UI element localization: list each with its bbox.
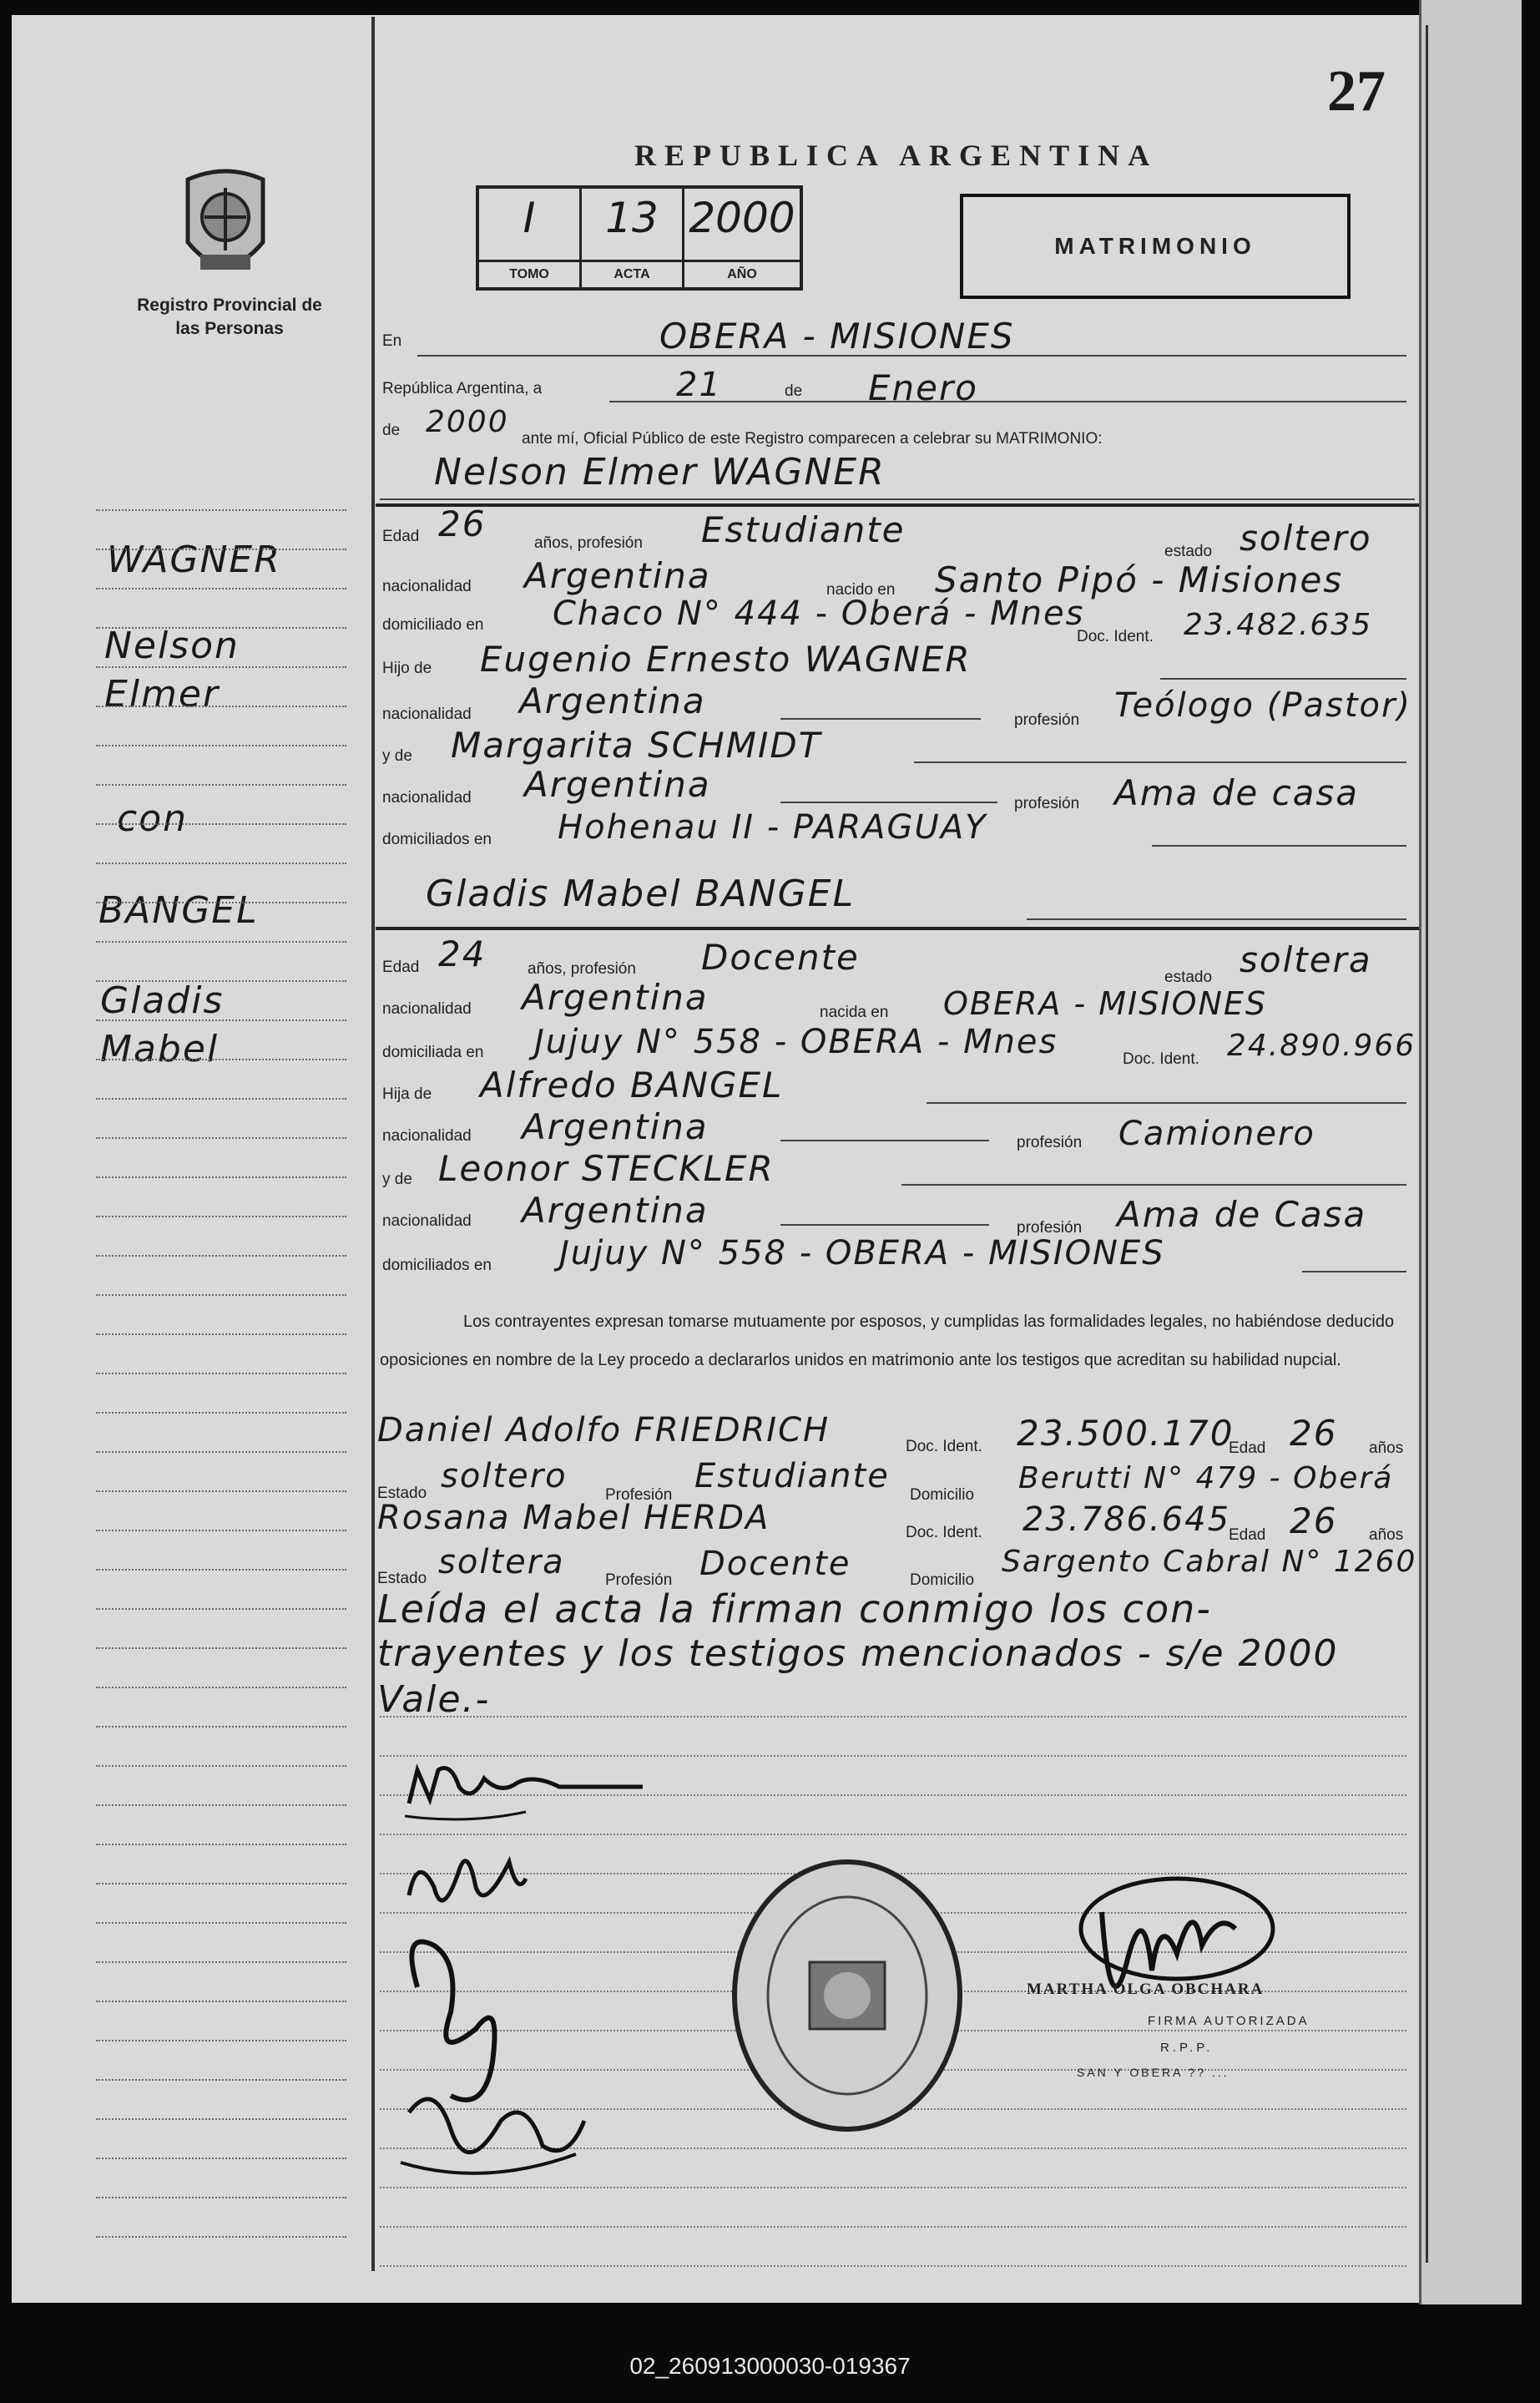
ruled-line [380, 1834, 1406, 1835]
margin-dotted-line [96, 1608, 346, 1610]
rule [1152, 845, 1406, 847]
bride-edad-label: Edad [382, 959, 420, 976]
margin-dotted-line [96, 1373, 346, 1374]
official-seal-icon [726, 1854, 968, 2137]
groom-mother-prof-label: profesión [1014, 795, 1080, 812]
bride-profesion-label: años, profesión [528, 960, 636, 978]
groom-civil-status: soltero [1240, 518, 1372, 559]
groom-nationality: Argentina [524, 555, 711, 596]
groom-doc: 23.482.635 [1184, 608, 1373, 642]
bride-profession: Docente [701, 937, 860, 978]
witness2-profesion-label: Profesión [605, 1571, 673, 1589]
groom-father-nat-label: nacionalidad [382, 706, 472, 723]
margin-dotted-line [96, 745, 346, 746]
witness2-civil-status: soltera [438, 1543, 565, 1581]
rule [1027, 918, 1406, 920]
bride-doc: 24.890.966 [1227, 1029, 1416, 1063]
margin-dotted-line [96, 1451, 346, 1453]
margin-dotted-line [96, 1530, 346, 1531]
margin-dotted-line [96, 509, 346, 511]
groom-estado-label: estado [1164, 543, 1213, 560]
margin-dotted-line [96, 706, 346, 707]
bride-birthplace: OBERA - MISIONES [943, 985, 1268, 1022]
bride-doc-label: Doc. Ident. [1123, 1050, 1199, 1068]
bride-name: Gladis Mabel BANGEL [426, 873, 856, 915]
bride-father: Alfredo BANGEL [480, 1065, 784, 1105]
margin-dotted-line [96, 1961, 346, 1963]
year-value: 2000 [426, 405, 509, 439]
groom-mother-nationality: Argentina [524, 764, 711, 805]
acta-label: ACTA [582, 260, 682, 287]
margin-dotted-line [96, 1765, 346, 1767]
witness2-estado-label: Estado [377, 1570, 427, 1587]
bride-mother: Leonor STECKLER [438, 1148, 775, 1189]
witness2-profession: Docente [699, 1545, 851, 1583]
rule [927, 1102, 1406, 1104]
bride-domicilio-label: domiciliada en [382, 1044, 484, 1061]
margin-dotted-line [96, 1333, 346, 1335]
bride-nationality: Argentina [522, 977, 709, 1018]
bride-address: Jujuy N° 558 - OBERA - Mnes [534, 1023, 1058, 1061]
acta-value: 13 [605, 194, 659, 242]
bride-father-nationality: Argentina [522, 1106, 709, 1147]
footer-id: 02_260913000030-019367 [629, 2353, 911, 2379]
page-number: 27 [1327, 59, 1386, 124]
margin-dotted-line [96, 823, 346, 825]
margin-dotted-line [96, 666, 346, 668]
margin-dotted-line [96, 902, 346, 903]
groom-edad-label: Edad [382, 528, 420, 545]
registry-caption: Registro Provincial de las Personas [137, 296, 322, 338]
officer-name: MARTHA OLGA OBCHARA [1027, 1981, 1265, 1998]
groom-parents-addr-label: domiciliados en [382, 831, 492, 848]
right-rule [1426, 25, 1428, 2263]
witness1-anos-label: años [1369, 1439, 1404, 1457]
ano-cell [684, 189, 800, 287]
ruled-line [380, 2226, 1406, 2228]
bride-parents-address: Jujuy N° 558 - OBERA - MISIONES [559, 1234, 1165, 1272]
witness1-address: Berutti N° 479 - Oberá [1018, 1461, 1394, 1495]
declaration-paragraph: Los contrayentes expresan tomarse mutuamente por esposos, y cumplidas las formalidades legales, no habiéndose deducido oposiciones en nombre de la Ley procedo a declararlos unidos en matrimonio ante los testigos que acreditan su habilidad nupcial. [380, 1313, 1395, 1369]
margin-dotted-line [96, 1216, 346, 1217]
groom-father: Eugenio Ernesto WAGNER [480, 639, 972, 680]
groom-nacido-label: nacido en [826, 581, 896, 599]
margin-connector: con [117, 797, 188, 840]
witness1-age: 26 [1290, 1413, 1338, 1454]
place-value: OBERA - MISIONES [659, 316, 1015, 357]
margin-dotted-line [96, 2118, 346, 2120]
bride-father-nat-label: nacionalidad [382, 1127, 472, 1145]
bride-civil-status: soltera [1240, 939, 1372, 980]
witness2-doc-label: Doc. Ident. [906, 1524, 982, 1541]
rule [780, 1140, 989, 1141]
rule [914, 761, 1406, 763]
margin-dotted-line [96, 1883, 346, 1884]
rule [380, 498, 1415, 500]
witness1-civil-status: soltero [441, 1457, 568, 1495]
margin-dotted-line [96, 1490, 346, 1492]
bride-father-profession: Camionero [1118, 1115, 1315, 1153]
margin-dotted-line [96, 1922, 346, 1924]
bride-mother-prof-label: profesión [1017, 1219, 1083, 1237]
witness1-profession: Estudiante [694, 1457, 890, 1495]
day-value: 21 [676, 366, 722, 404]
groom-address: Chaco N° 444 - Oberá - Mnes [553, 594, 1085, 633]
tomo-value: I [523, 194, 536, 242]
en-label: En [382, 332, 402, 350]
year-prefix: de [382, 422, 401, 439]
officer-location: SAN Y OBERA ?? ... [1077, 2066, 1229, 2079]
witness1-domicilio-label: Domicilio [910, 1486, 975, 1504]
closing-line3: Vale.- [377, 1678, 491, 1721]
margin-dotted-line [96, 2236, 346, 2238]
margin-dotted-line [96, 2040, 346, 2041]
witness1-estado-label: Estado [377, 1485, 427, 1502]
bride-nacida-label: nacida en [820, 1004, 889, 1021]
republic-label: República Argentina, a [382, 380, 543, 397]
witness-signatures-icon [384, 1845, 593, 2196]
groom-profession: Estudiante [701, 509, 906, 550]
margin-dotted-line [96, 1255, 346, 1257]
margin-dotted-line [96, 863, 346, 864]
groom-doc-label: Doc. Ident. [1077, 628, 1154, 645]
bride-nat-label: nacionalidad [382, 1000, 472, 1018]
margin-dotted-line [96, 1176, 346, 1178]
margin-bride-names: Gladis Mabel [100, 979, 225, 1070]
bride-mother-nationality: Argentina [522, 1190, 709, 1231]
margin-dotted-line [96, 784, 346, 786]
witness2-age: 26 [1290, 1500, 1338, 1541]
rule [780, 802, 997, 803]
groom-mother: Margarita SCHMIDT [451, 725, 822, 766]
groom-domicilio-label: domiciliado en [382, 616, 484, 634]
acta-cell [582, 189, 684, 287]
coat-of-arms-icon [171, 163, 280, 288]
witness2-name: Rosana Mabel HERDA [377, 1499, 770, 1537]
groom-name: Nelson Elmer WAGNER [434, 451, 886, 493]
bride-parents-addr-label: domiciliados en [382, 1257, 492, 1274]
rule [780, 718, 981, 720]
groom-hijo-label: Hijo de [382, 660, 432, 677]
margin-dotted-line [96, 941, 346, 943]
certificate-type-box: MATRIMONIO [960, 194, 1351, 299]
groom-father-nationality: Argentina [519, 680, 706, 721]
groom-yde-label: y de [382, 747, 412, 765]
margin-rule [371, 17, 375, 2271]
margin-dotted-line [96, 1098, 346, 1100]
witness2-address: Sargento Cabral N° 1260 [1002, 1545, 1417, 1579]
margin-dotted-line [96, 1137, 346, 1139]
margin-bride-surname: BANGEL [98, 889, 259, 932]
month-value: Enero [868, 367, 978, 408]
margin-dotted-line [96, 588, 346, 589]
witness2-domicilio-label: Domicilio [910, 1571, 975, 1589]
witness1-doc-label: Doc. Ident. [906, 1438, 982, 1455]
tomo-cell [479, 189, 582, 287]
registry-number-box [476, 185, 803, 291]
groom-parents-address: Hohenau II - PARAGUAY [558, 808, 987, 847]
ano-value: 2000 [689, 194, 795, 242]
margin-dotted-line [96, 2158, 346, 2159]
rule [609, 401, 1406, 402]
bride-father-prof-label: profesión [1017, 1134, 1083, 1151]
margin-groom-names: Nelson Elmer [104, 625, 240, 716]
rule [901, 1184, 1406, 1186]
margin-dotted-line [96, 1804, 346, 1806]
margin-dotted-line [96, 1647, 346, 1649]
witness1-edad-label: Edad [1229, 1439, 1266, 1457]
officer-title: FIRMA AUTORIZADA [1148, 2014, 1310, 2028]
next-page-edge [1419, 0, 1522, 2304]
margin-dotted-line [96, 1059, 346, 1060]
witness1-doc: 23.500.170 [1017, 1413, 1235, 1454]
margin-dotted-line [96, 2079, 346, 2081]
groom-father-prof-label: profesión [1014, 711, 1080, 729]
country-header: REPUBLICA ARGENTINA [634, 139, 1159, 172]
closing-line2: trayentes y los testigos mencionados - s/e 2000 [377, 1632, 1339, 1675]
margin-dotted-line [96, 2197, 346, 2198]
groom-father-profession: Teólogo (Pastor) [1114, 686, 1412, 725]
witness2-anos-label: años [1369, 1526, 1404, 1544]
margin-dotted-line [96, 549, 346, 550]
bride-mother-profession: Ama de Casa [1117, 1194, 1367, 1235]
ano-label: AÑO [684, 260, 800, 287]
ruled-line [380, 1716, 1406, 1718]
intro-text: ante mí, Oficial Público de este Registro comparecen a celebrar su MATRIMONIO: [522, 430, 1103, 448]
margin-dotted-line [96, 1019, 346, 1021]
witness1-profesion-label: Profesión [605, 1486, 673, 1504]
margin-dotted-line [96, 1412, 346, 1414]
groom-signature-icon [401, 1753, 651, 1829]
margin-dotted-line [96, 1569, 346, 1571]
groom-age: 26 [438, 503, 487, 544]
section-divider [376, 503, 1419, 507]
officer-office: R.P.P. [1160, 2041, 1214, 2055]
witness1-name: Daniel Adolfo FRIEDRICH [377, 1411, 831, 1449]
margin-dotted-line [96, 2001, 346, 2002]
rule [1302, 1271, 1406, 1272]
margin-dotted-line [96, 980, 346, 982]
tomo-label: TOMO [479, 260, 579, 287]
bride-yde-label: y de [382, 1171, 412, 1188]
section-divider [376, 927, 1419, 930]
closing-line1: Leída el acta la firman conmigo los con- [377, 1586, 1212, 1632]
margin-dotted-line [96, 627, 346, 629]
witness2-doc: 23.786.645 [1022, 1500, 1231, 1539]
bride-mother-nat-label: nacionalidad [382, 1212, 472, 1230]
margin-dotted-line [96, 1844, 346, 1845]
groom-profesion-label: años, profesión [534, 534, 643, 552]
groom-mother-profession: Ama de casa [1114, 772, 1360, 813]
margin-dotted-line [96, 1726, 346, 1728]
groom-nat-label: nacionalidad [382, 578, 472, 595]
groom-birthplace: Santo Pipó - Misiones [935, 559, 1344, 600]
ruled-line [380, 2265, 1406, 2267]
rule [1160, 678, 1406, 680]
margin-dotted-line [96, 1687, 346, 1688]
margin-groom-surname: WAGNER [107, 539, 281, 581]
rule [780, 1224, 989, 1226]
margin-dotted-line [96, 1294, 346, 1296]
bride-age: 24 [438, 933, 487, 974]
bride-hija-label: Hija de [382, 1085, 432, 1103]
witness2-edad-label: Edad [1229, 1526, 1266, 1544]
groom-mother-nat-label: nacionalidad [382, 789, 472, 807]
de-label: de [785, 382, 803, 400]
bride-estado-label: estado [1164, 969, 1213, 986]
